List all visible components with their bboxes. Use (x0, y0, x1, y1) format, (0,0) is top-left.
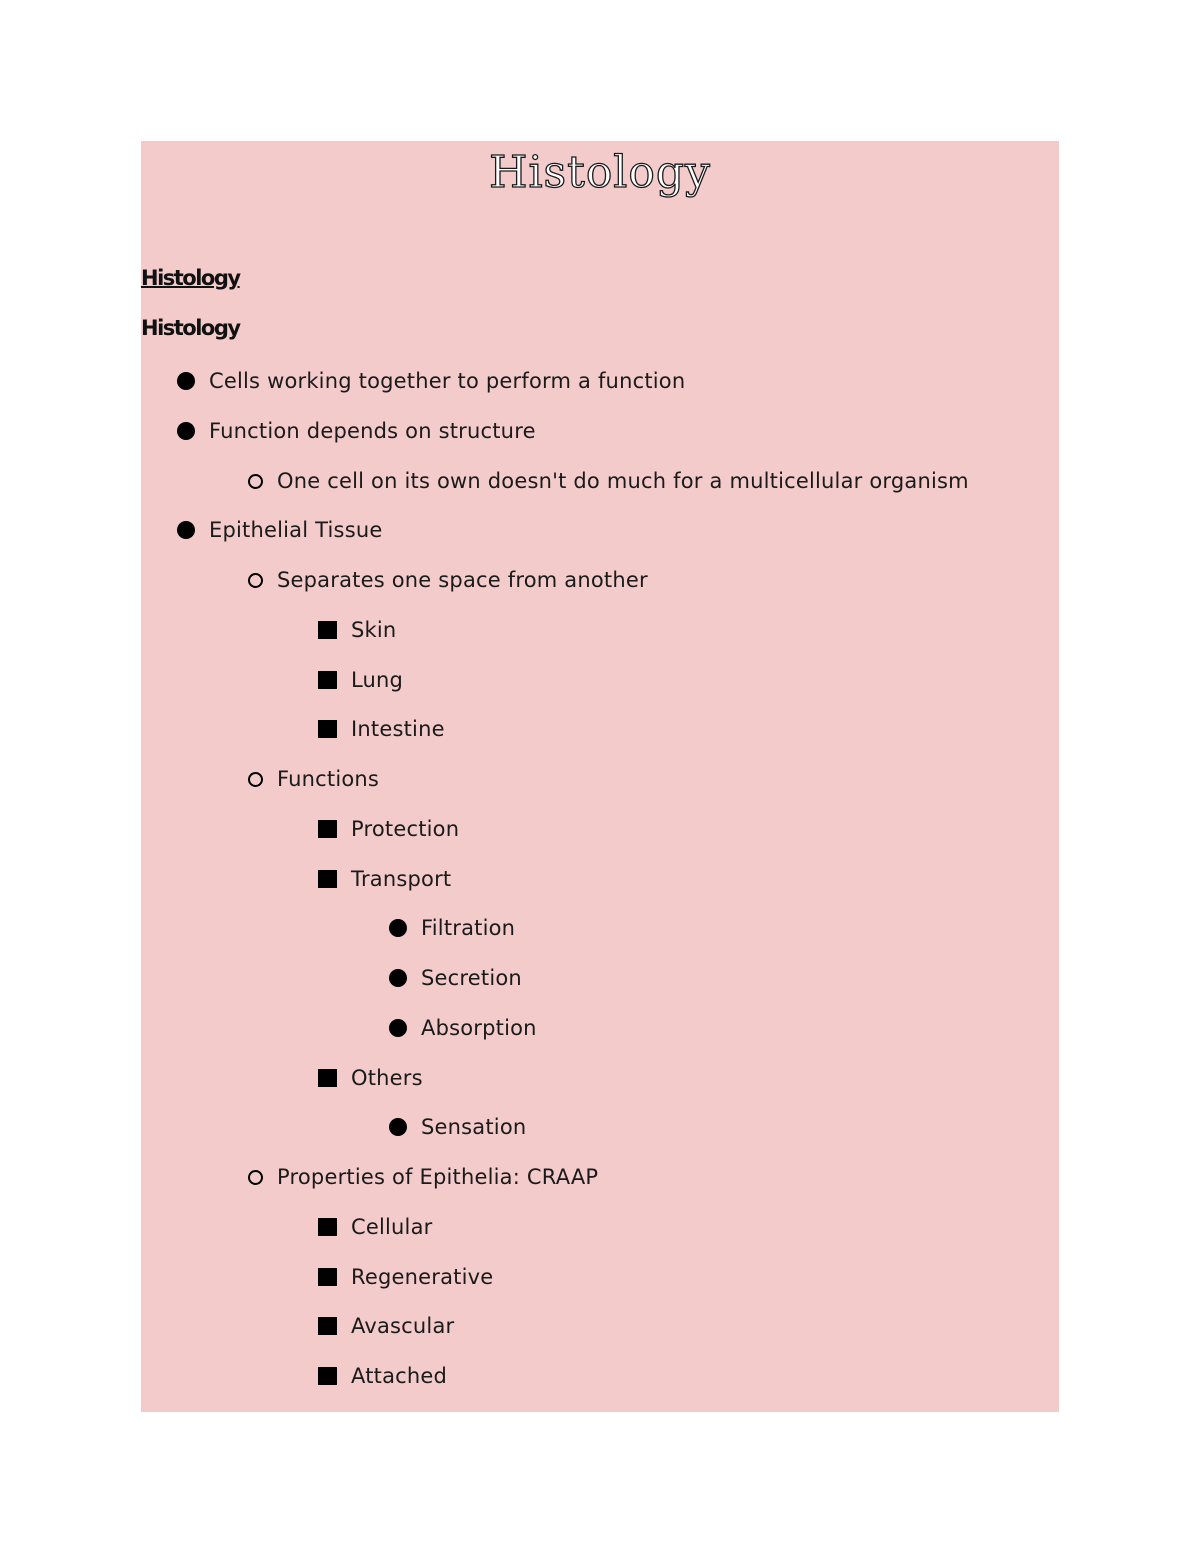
outline-item-text: Regenerative (351, 1265, 494, 1289)
outline-item-level-3 (318, 664, 403, 696)
outline-item-level-3 (318, 1211, 433, 1243)
square-bullet-icon (318, 1317, 337, 1335)
outline-item-level-4 (389, 912, 515, 944)
outline-item-text: Filtration (421, 916, 516, 940)
outline-item-text: Attached (351, 1364, 448, 1388)
square-bullet-icon (318, 1268, 337, 1286)
outline-item-text: Sensation (421, 1115, 527, 1139)
outline-item-level-1 (177, 415, 536, 447)
outline-item-level-2 (248, 465, 969, 497)
outline-item-level-3 (318, 713, 445, 745)
outline-item-level-1 (177, 365, 685, 397)
outline-item-level-2 (248, 763, 379, 795)
circle-bullet-icon (248, 573, 263, 588)
outline-item-level-3 (318, 863, 451, 895)
outline-item-text: One cell on its own doesn't do much for a multicellular organism (277, 469, 969, 493)
disc-bullet-icon (177, 372, 195, 390)
outline-item-level-3 (318, 1310, 454, 1342)
circle-bullet-icon (248, 772, 263, 787)
outline-item-text: Protection (351, 817, 460, 841)
outline-item-text: Lung (351, 668, 404, 692)
outline-item-text: Epithelial Tissue (209, 518, 383, 542)
square-bullet-icon (318, 621, 337, 639)
outline-item-level-3 (318, 614, 396, 646)
page-title: Histology (489, 147, 711, 198)
disc-bullet-icon (177, 521, 195, 539)
outline-item-text: Transport (351, 867, 452, 891)
square-bullet-icon (318, 820, 337, 838)
outline-item-text: Skin (351, 618, 397, 642)
notes-panel (141, 141, 1059, 1412)
square-bullet-icon (318, 1367, 337, 1385)
outline-item-level-3 (318, 813, 459, 845)
outline-item-text: Function depends on structure (209, 419, 536, 443)
disc-bullet-icon (389, 969, 407, 987)
disc-bullet-icon (389, 919, 407, 937)
outline-item-text: Separates one space from another (277, 568, 648, 592)
outline-item-level-3 (318, 1261, 493, 1293)
outline-item-level-3 (318, 1062, 423, 1094)
square-bullet-icon (318, 671, 337, 689)
outline-item-level-2 (248, 564, 648, 596)
circle-bullet-icon (248, 1170, 263, 1185)
outline-item-level-2 (248, 1161, 598, 1193)
outline-item-text: Others (351, 1066, 423, 1090)
outline-item-text: Intestine (351, 717, 445, 741)
outline-item-text: Secretion (421, 966, 522, 990)
outline-item-text: Absorption (421, 1016, 537, 1040)
section-subheading: Histology (141, 316, 240, 340)
outline-item-text: Properties of Epithelia: CRAAP (277, 1165, 599, 1189)
square-bullet-icon (318, 1218, 337, 1236)
outline-item-level-4 (389, 1111, 526, 1143)
square-bullet-icon (318, 870, 337, 888)
outline-item-level-1 (177, 514, 382, 546)
disc-bullet-icon (177, 422, 195, 440)
outline-item-level-4 (389, 1012, 537, 1044)
circle-bullet-icon (248, 474, 263, 489)
disc-bullet-icon (389, 1118, 407, 1136)
outline-item-level-3 (318, 1360, 447, 1392)
square-bullet-icon (318, 1069, 337, 1087)
outline-item-text: Cells working together to perform a function (209, 369, 686, 393)
disc-bullet-icon (389, 1019, 407, 1037)
outline-item-text: Cellular (351, 1215, 433, 1239)
outline-item-text: Avascular (351, 1314, 455, 1338)
section-heading: Histology (141, 266, 240, 290)
outline-item-level-4 (389, 962, 522, 994)
outline-item-text: Functions (277, 767, 380, 791)
square-bullet-icon (318, 720, 337, 738)
